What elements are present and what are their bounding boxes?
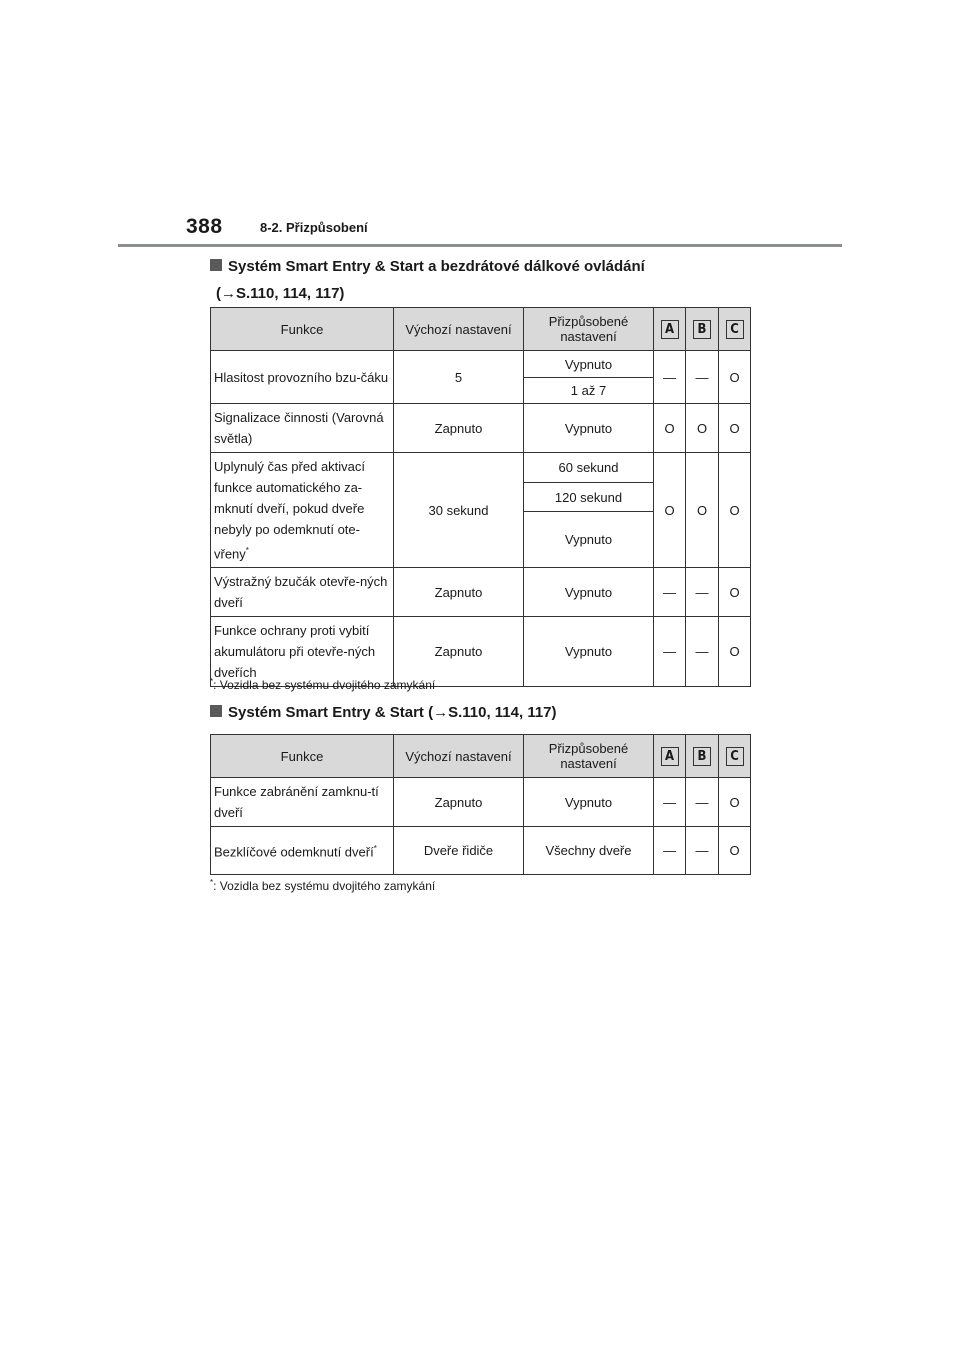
custom-cell: Vypnuto [524, 617, 654, 687]
b-cell: — [686, 778, 719, 827]
square-bullet-icon [210, 259, 222, 271]
table-row [211, 404, 751, 453]
table-row [211, 568, 751, 617]
c-cell: O [719, 778, 751, 827]
function-cell: Funkce zabránění zamknu-tí dveří [211, 778, 394, 827]
settings-table [210, 734, 751, 875]
header-divider [118, 244, 842, 247]
custom-cell: 60 sekund [524, 453, 654, 483]
custom-cell: Vypnuto [524, 568, 654, 617]
default-cell: Zapnuto [394, 778, 524, 827]
footnote-text: : Vozidla bez systému dvojitého zamykání [213, 879, 436, 893]
function-cell: Bezklíčové odemknutí dveří [214, 844, 374, 860]
c-cell: O [719, 404, 751, 453]
b-cell: — [686, 827, 719, 875]
column-header: Výchozí nastavení [394, 735, 524, 778]
a-cell: — [654, 351, 686, 404]
default-cell: Zapnuto [394, 404, 524, 453]
section-heading [210, 699, 557, 726]
section-title: Systém Smart Entry & Start [228, 704, 424, 721]
custom-cell: Všechny dveře [524, 827, 654, 875]
custom-cell: Vypnuto [524, 351, 654, 378]
a-cell: — [654, 568, 686, 617]
c-cell: O [719, 568, 751, 617]
c-cell: O [719, 827, 751, 875]
c-cell: O [719, 453, 751, 568]
page-reference: (→S.110, 114, 117) [428, 704, 557, 721]
letter-b-icon: B [693, 320, 711, 339]
settings-table [210, 307, 751, 687]
b-cell: O [686, 453, 719, 568]
column-header: Funkce [211, 308, 394, 351]
a-cell: — [654, 617, 686, 687]
footnote-marker: * [373, 844, 377, 854]
function-cell: Výstražný bzučák otevře-ných dveří [211, 568, 394, 617]
custom-cell: 120 sekund [524, 483, 654, 512]
section-heading [210, 253, 645, 307]
default-cell: 30 sekund [394, 453, 524, 568]
b-cell: — [686, 351, 719, 404]
a-cell: — [654, 778, 686, 827]
function-cell: Funkce ochrany proti vybití akumulátoru při otevře-ných dveřích [211, 617, 394, 687]
letter-a-icon: A [661, 320, 679, 339]
letter-a-icon: A [661, 747, 679, 766]
default-cell: Dveře řidiče [394, 827, 524, 875]
footnote [210, 878, 435, 893]
footnote-marker: * [210, 878, 214, 887]
footnote [210, 677, 435, 692]
chapter-title: 8-2. Přizpůsobení [260, 220, 368, 235]
letter-c-icon: C [726, 747, 744, 766]
a-cell: O [654, 453, 686, 568]
c-cell: O [719, 351, 751, 404]
column-header: Přizpůsobené nastavení [524, 735, 654, 778]
footnote-marker: * [245, 546, 249, 555]
letter-c-icon: C [726, 320, 744, 339]
custom-cell: 1 až 7 [524, 378, 654, 404]
a-cell: — [654, 827, 686, 875]
column-header: Funkce [211, 735, 394, 778]
function-cell: Uplynulý čas před aktivací funkce automatického za-mknutí dveří, pokud dveře nebyly po odemknutí ote-vřeny [214, 459, 366, 562]
footnote-marker: * [210, 677, 214, 686]
custom-cell: Vypnuto [524, 512, 654, 568]
section-title: Systém Smart Entry & Start a bezdrátové dálkové ovládání [228, 258, 645, 275]
table-header-row [211, 735, 751, 778]
a-cell: O [654, 404, 686, 453]
b-cell: — [686, 617, 719, 687]
table-row [211, 351, 751, 378]
table-row [211, 453, 751, 483]
custom-cell: Vypnuto [524, 778, 654, 827]
function-cell: Hlasitost provozního bzu-čáku [211, 351, 394, 404]
column-header: Výchozí nastavení [394, 308, 524, 351]
function-cell: Signalizace činnosti (Varovná světla) [211, 404, 394, 453]
default-cell: 5 [394, 351, 524, 404]
page-number: 388 [186, 215, 223, 238]
custom-cell: Vypnuto [524, 404, 654, 453]
letter-b-icon: B [693, 747, 711, 766]
default-cell: Zapnuto [394, 568, 524, 617]
table-row [211, 778, 751, 827]
default-cell: Zapnuto [394, 617, 524, 687]
table-header-row [211, 308, 751, 351]
column-header: Přizpůsobené nastavení [524, 308, 654, 351]
b-cell: O [686, 404, 719, 453]
b-cell: — [686, 568, 719, 617]
table-row [211, 827, 751, 875]
c-cell: O [719, 617, 751, 687]
page-reference: (→S.110, 114, 117) [216, 285, 345, 302]
square-bullet-icon [210, 705, 222, 717]
footnote-text: : Vozidla bez systému dvojitého zamykání [213, 678, 436, 692]
